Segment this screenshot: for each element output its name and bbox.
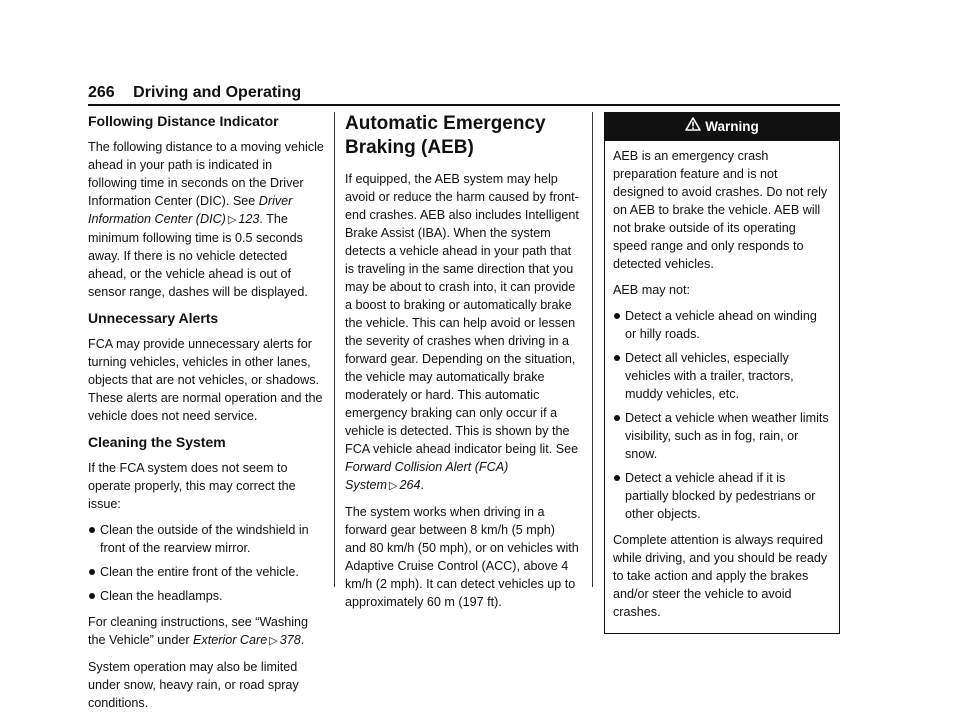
page-ref-fca[interactable]: 264 bbox=[399, 478, 421, 492]
may-not-list bbox=[613, 307, 831, 523]
page-ref-arrow-icon: ▷ bbox=[269, 635, 278, 647]
paragraph-warning: AEB is an emergency crash preparation feature and is not designed to avoid crashes. Do not rely on AEB to brake the vehicle. AEB will not brake outside of its operating speed range and only responds to detected vehicles. bbox=[613, 149, 828, 271]
text: For cleaning instructions, see “Washing the Vehicle” under bbox=[88, 615, 309, 647]
link-exterior-care[interactable]: Exterior Care bbox=[193, 633, 268, 647]
list-item: Detect a vehicle ahead on winding or hilly roads. bbox=[613, 307, 831, 343]
heading-aeb bbox=[345, 112, 579, 160]
paragraph-washing bbox=[88, 613, 324, 650]
page-ref-dic[interactable]: 123 bbox=[238, 212, 260, 226]
column-divider bbox=[592, 112, 593, 587]
link-dic[interactable]: Driver Information Center (DIC) bbox=[88, 194, 293, 226]
paragraph-following-distance bbox=[88, 138, 324, 301]
warning-triangle-icon bbox=[685, 113, 701, 141]
page-ref-arrow-icon: ▷ bbox=[389, 480, 398, 492]
warning-box bbox=[604, 112, 840, 634]
paragraph-limited: System operation may also be limited under snow, heavy rain, or road spray conditions. bbox=[88, 660, 299, 710]
heading-cleaning-system: Cleaning the System bbox=[88, 434, 226, 450]
text: . bbox=[300, 633, 305, 647]
page-number: 266 bbox=[88, 84, 115, 101]
text: The following distance to a moving vehicle ahead in your path is indicated in following time in seconds on the Driver Information Center (DIC). See bbox=[88, 140, 324, 208]
warning-title: Warning bbox=[705, 119, 759, 134]
heading-line: Braking (AEB) bbox=[345, 137, 474, 158]
column-1 bbox=[88, 112, 324, 720]
paragraph-works: The system works when driving in a forward gear between 8 km/h (5 mph) and 80 km/h (50 mph), or on vehicles with Adaptive Cruise Control (ACC), above 4 km/h (2 mph). It can detect vehicles up to approximately 60 m (197 ft). bbox=[345, 505, 579, 609]
page-ref-arrow-icon: ▷ bbox=[227, 214, 237, 226]
paragraph-unnecessary-alerts: FCA may provide unnecessary alerts for turning vehicles, vehicles in other lanes, objects that are not vehicles, or shadows. These alerts are normal operation and the vehicle does not need service. bbox=[88, 337, 323, 423]
section-title: Driving and Operating bbox=[133, 84, 302, 101]
cleaning-list bbox=[88, 521, 324, 605]
heading-line: Automatic Emergency bbox=[345, 113, 546, 134]
list-item: Detect all vehicles, especially vehicles with a trailer, tractors, muddy vehicles, etc. bbox=[613, 349, 831, 403]
page-ref-exterior-care[interactable]: 378 bbox=[279, 633, 301, 647]
heading-unnecessary-alerts: Unnecessary Alerts bbox=[88, 310, 219, 326]
column-divider bbox=[334, 112, 335, 587]
paragraph-may-not: AEB may not: bbox=[613, 283, 690, 297]
column-2 bbox=[345, 112, 579, 619]
text: . bbox=[420, 478, 424, 492]
paragraph-attention: Complete attention is always required while driving, and you should be ready to take action and apply the brakes and/or steer the vehicle to avoid crashes. bbox=[613, 533, 828, 619]
paragraph-aeb bbox=[345, 170, 579, 495]
column-3 bbox=[604, 112, 840, 634]
list-item: Detect a vehicle ahead if it is partially blocked by pedestrians or other objects. bbox=[613, 469, 831, 523]
heading-following-distance: Following Distance Indicator bbox=[88, 113, 279, 129]
header-rule bbox=[88, 104, 840, 106]
list-item: Clean the headlamps. bbox=[88, 587, 324, 605]
link-fca[interactable]: Forward Collision Alert (FCA) System bbox=[345, 460, 509, 492]
warning-body bbox=[605, 141, 839, 633]
list-item: Detect a vehicle when weather limits visibility, such as in fog, rain, or snow. bbox=[613, 409, 831, 463]
list-item: Clean the entire front of the vehicle. bbox=[88, 563, 324, 581]
text: If equipped, the AEB system may help avoid or reduce the harm caused by front-end crashes. AEB also includes Intelligent Brake Assist (IBA). When the system detects a vehicle ahead in your path that is traveling in the same direction that you may be about to crash into, it can provide a boost to braking or automatically brake the vehicle. This can help avoid or lessen the severity of crashes when driving in a forward gear. Depending on the situation, the vehicle may automatically brake moderately or hard. This automatic emergency braking can only occur if a vehicle is detected. This is shown by the FCA vehicle ahead indicator being lit. See bbox=[345, 172, 579, 456]
paragraph-cleaning: If the FCA system does not seem to operate properly, this may correct the issue: bbox=[88, 461, 296, 511]
text: . The minimum following time is 0.5 seconds away. If there is no vehicle detected ahead, or the vehicle ahead is out of sensor range, dashes will be displayed. bbox=[88, 212, 308, 299]
list-item: Clean the outside of the windshield in front of the rearview mirror. bbox=[88, 521, 324, 557]
warning-header bbox=[605, 113, 839, 141]
page-header bbox=[88, 84, 301, 102]
